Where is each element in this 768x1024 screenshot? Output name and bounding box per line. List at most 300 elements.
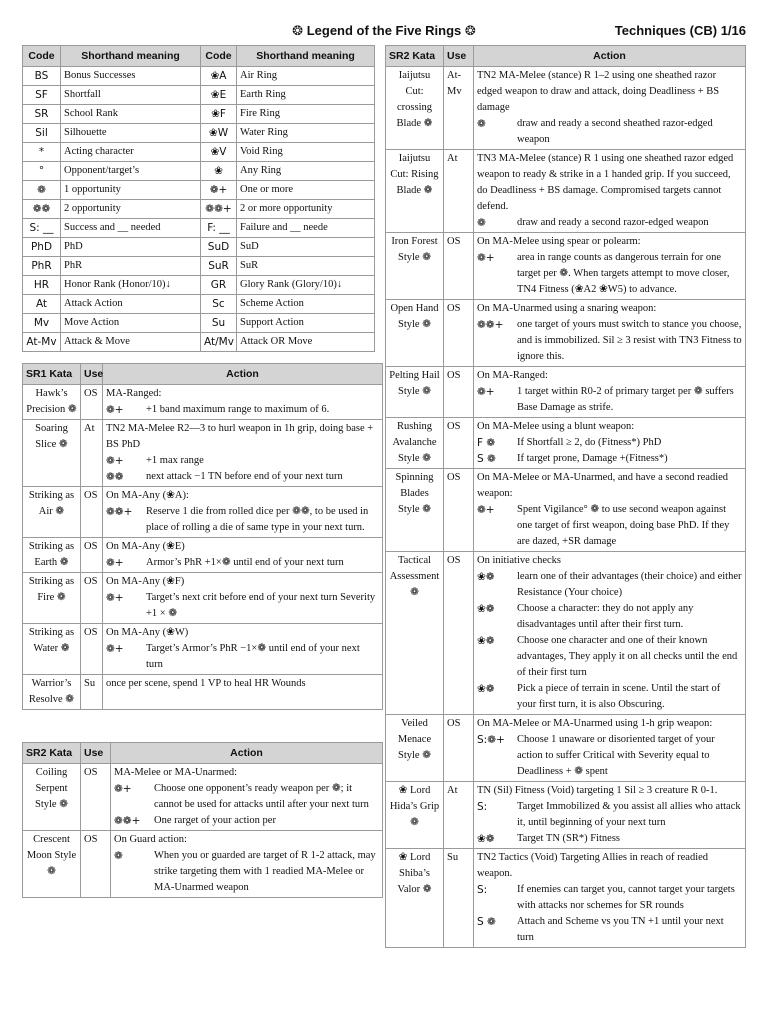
action-key: ❁+: [106, 643, 124, 655]
action-line: [477, 783, 742, 799]
action-line: [106, 641, 379, 673]
kata-row: [386, 300, 746, 367]
action-key: ❁+: [114, 783, 132, 795]
meaning-cell: Opponent/target’s: [61, 162, 201, 181]
kata-row: [386, 782, 746, 849]
action-line: [106, 625, 379, 641]
action-line: [477, 317, 742, 365]
sr2l-header-row: [23, 743, 383, 764]
kata-use: OS: [444, 469, 474, 552]
sr2l-header: Use: [81, 743, 111, 764]
meaning-cell: Void Ring: [237, 143, 375, 162]
action-text: On MA-Any (❀A):: [106, 490, 189, 501]
action-text: 1 target within R0-2 of primary target per ❁ suffers Base Damage as strife.: [517, 386, 734, 413]
code-cell: °: [23, 162, 61, 181]
kata-use: OS: [81, 831, 111, 898]
kata-action: [103, 675, 383, 710]
kata-action: [474, 849, 746, 948]
action-key: ❁+: [106, 557, 124, 569]
action-text: TN2 MA-Melee (stance) R 1–2 using one sheathed razor edged weapon to draw and attack, doing Deadliness + BS damage: [477, 70, 720, 113]
code-cell: Su: [201, 314, 237, 333]
kata-use: OS: [444, 552, 474, 715]
code-cell: F: __: [201, 219, 237, 238]
action-line: [106, 469, 379, 485]
action-text: Reserve 1 die from rolled dice per ❁❁, to be used in place of rolling a die of same type in your next turn.: [146, 506, 369, 533]
kata-name: Tactical Assessment ❁: [386, 552, 444, 715]
meaning-cell: Fire Ring: [237, 105, 375, 124]
action-key: ❁+: [477, 386, 495, 398]
kata-use: OS: [444, 233, 474, 300]
kata-action: [103, 487, 383, 538]
sr2r-header-row: [386, 46, 746, 67]
kata-row: [23, 538, 383, 573]
action-line: [477, 633, 742, 681]
action-text: If enemies can target you, cannot target your targets with attacks nor schemes for SR rounds: [517, 884, 735, 911]
action-line: [106, 421, 379, 453]
code-cell: S: __: [23, 219, 61, 238]
action-key: ❁❁+: [106, 506, 133, 518]
kata-action: [103, 538, 383, 573]
action-text: On MA-Melee using spear or polearm:: [477, 236, 641, 247]
code-cell: ❁+: [201, 181, 237, 200]
action-line: [477, 831, 742, 847]
kata-use: OS: [81, 573, 103, 624]
code-cell: PhD: [23, 238, 61, 257]
codes-table: [22, 45, 375, 352]
action-line: [106, 504, 379, 536]
code-cell: ❀F: [201, 105, 237, 124]
kata-row: [23, 675, 383, 710]
action-line: [477, 502, 742, 550]
sr2r-header: Action: [474, 46, 746, 67]
kata-row: [23, 420, 383, 487]
action-line: [477, 569, 742, 601]
action-text: Choose one character and one of their known advantages, They apply it on all checks until the end of their first turn: [517, 635, 738, 678]
action-line: [106, 402, 379, 418]
meaning-cell: PhR: [61, 257, 201, 276]
kata-action: [474, 715, 746, 782]
code-cell: HR: [23, 276, 61, 295]
sr2l-header: SR2 Kata: [23, 743, 81, 764]
meaning-cell: Failure and __ neede: [237, 219, 375, 238]
meaning-cell: Honor Rank (Honor/10)↓: [61, 276, 201, 295]
sr1-body: [23, 385, 383, 710]
kata-use: OS: [444, 418, 474, 469]
meaning-cell: Success and __ needed: [61, 219, 201, 238]
code-cell: SuR: [201, 257, 237, 276]
action-text: one target of yours must switch to stance you choose, and is immobilized. Sil ≥ 3 resist with TN3 Fitness to ignore this.: [517, 319, 742, 362]
page-title: ❂ Legend of the Five Rings ❂: [292, 23, 476, 39]
action-text: Target’s Armor’s PhR −1×❁ until end of your next turn: [146, 643, 360, 670]
meaning-cell: Attack & Move: [61, 333, 201, 352]
action-text: On initiative checks: [477, 555, 561, 566]
action-text: +1 max range: [146, 455, 204, 466]
action-line: [477, 68, 742, 116]
code-cell: Mv: [23, 314, 61, 333]
kata-row: [23, 573, 383, 624]
kata-name: ❀ Lord Hida’s Grip ❁: [386, 782, 444, 849]
kata-action: [474, 418, 746, 469]
action-key: S:❁+: [477, 734, 505, 746]
sr1-header: SR1 Kata: [23, 364, 81, 385]
code-cell: ❀V: [201, 143, 237, 162]
kata-row: [23, 831, 383, 898]
action-text: Choose a character: they do not apply any disadvantages until after their first turn.: [517, 603, 694, 630]
action-line: [477, 368, 742, 384]
sr2r-body: [386, 67, 746, 948]
action-line: [477, 250, 742, 298]
action-key: ❁+: [477, 504, 495, 516]
action-key: ❁: [477, 118, 486, 130]
action-line: [114, 832, 379, 848]
kata-row: [23, 385, 383, 420]
kata-use: OS: [81, 538, 103, 573]
action-key: S:: [477, 801, 488, 813]
action-text: TN (Sil) Fitness (Void) targeting 1 Sil ≥ 3 creature R 0-1.: [477, 785, 718, 796]
meaning-cell: Scheme Action: [237, 295, 375, 314]
meaning-cell: Bonus Successes: [61, 67, 201, 86]
codes-header-row: [23, 46, 375, 67]
codes-row: [23, 181, 375, 200]
kata-action: [111, 831, 383, 898]
codes-row: [23, 333, 375, 352]
action-line: [106, 539, 379, 555]
code-cell: GR: [201, 276, 237, 295]
kata-name: Warrior’s Resolve ❁: [23, 675, 81, 710]
sr2l-header: Action: [111, 743, 383, 764]
action-text: If Shortfall ≥ 2, do (Fitness*) PhD: [517, 437, 662, 448]
sr2-kata-table-left: [22, 742, 383, 898]
sr1-kata-table: [22, 363, 383, 710]
action-text: On MA-Any (❀W): [106, 627, 189, 638]
code-cell: BS: [23, 67, 61, 86]
codes-row: [23, 295, 375, 314]
action-key: S ❁: [477, 453, 496, 465]
action-text: Choose one opponent’s ready weapon per ❁; it cannot be used for attacks until after your next turn: [154, 783, 369, 810]
kata-action: [474, 469, 746, 552]
action-key: ❀❁: [477, 833, 495, 845]
meaning-cell: Attack Action: [61, 295, 201, 314]
action-text: next attack −1 TN before end of your next turn: [146, 471, 343, 482]
action-line: [106, 574, 379, 590]
kata-name: Hawk’s Precision ❁: [23, 385, 81, 420]
action-line: [106, 555, 379, 571]
code-cell: ❀: [201, 162, 237, 181]
action-line: [114, 813, 379, 829]
action-text: Target Immobilized & you assist all allies who attack it, until beginning of your next turn: [517, 801, 741, 828]
action-text: Spent Vigilance° ❁ to use second weapon against one target of first weapon, doing base PhD. If they are dazed, +SR damage: [517, 504, 730, 547]
action-key: F ❁: [477, 437, 496, 449]
action-text: Target TN (SR*) Fitness: [517, 833, 621, 844]
code-cell: PhR: [23, 257, 61, 276]
meaning-cell: SuD: [237, 238, 375, 257]
action-text: Target’s next crit before end of your next turn Severity +1 × ❁: [146, 592, 376, 619]
title-ornament-right-icon: ❂: [464, 24, 476, 39]
kata-name: Iaijutsu Cut: crossing Blade ❁: [386, 67, 444, 150]
action-line: [114, 781, 379, 813]
kata-action: [474, 367, 746, 418]
action-text: On MA-Unarmed using a snaring weapon:: [477, 303, 657, 314]
meaning-cell: 1 opportunity: [61, 181, 201, 200]
code-cell: Sc: [201, 295, 237, 314]
kata-action: [111, 764, 383, 831]
page-number: Techniques (CB) 1/16: [614, 23, 746, 38]
code-cell: At/Mv: [201, 333, 237, 352]
kata-name: Iron Forest Style ❁: [386, 233, 444, 300]
kata-row: [386, 849, 746, 948]
kata-use: OS: [444, 715, 474, 782]
action-key: ❁+: [106, 455, 124, 467]
kata-name: Crescent Moon Style ❁: [23, 831, 81, 898]
code-cell: At-Mv: [23, 333, 61, 352]
action-line: [477, 470, 742, 502]
action-text: On MA-Ranged:: [477, 370, 548, 381]
action-line: [477, 601, 742, 633]
codes-header: Code: [23, 46, 61, 67]
codes-header: Shorthand meaning: [61, 46, 201, 67]
kata-action: [474, 233, 746, 300]
meaning-cell: Support Action: [237, 314, 375, 333]
meaning-cell: School Rank: [61, 105, 201, 124]
action-line: [477, 799, 742, 831]
meaning-cell: 2 opportunity: [61, 200, 201, 219]
sr2l-body: [23, 764, 383, 898]
code-cell: Sil: [23, 124, 61, 143]
kata-row: [386, 552, 746, 715]
kata-use: OS: [81, 764, 111, 831]
action-key: ❀❁: [477, 683, 495, 695]
meaning-cell: Attack OR Move: [237, 333, 375, 352]
code-cell: ❀W: [201, 124, 237, 143]
action-line: [477, 301, 742, 317]
kata-use: OS: [81, 624, 103, 675]
kata-action: [103, 573, 383, 624]
codes-row: [23, 143, 375, 162]
action-line: [106, 453, 379, 469]
meaning-cell: Shortfall: [61, 86, 201, 105]
action-key: ❁: [477, 217, 486, 229]
kata-row: [386, 715, 746, 782]
action-key: ❁+: [106, 592, 124, 604]
action-line: [114, 765, 379, 781]
action-text: TN2 MA-Melee R2—3 to hurl weapon in 1h grip, doing base + BS PhD: [106, 423, 374, 450]
action-text: On MA-Any (❀F): [106, 576, 185, 587]
action-key: ❁❁+: [114, 815, 141, 827]
sr2r-header: Use: [444, 46, 474, 67]
kata-use: Su: [444, 849, 474, 948]
kata-row: [386, 418, 746, 469]
kata-use: At: [444, 782, 474, 849]
action-text: Armor’s PhR +1×❁ until end of your next turn: [146, 557, 344, 568]
action-line: [106, 386, 379, 402]
action-line: [477, 384, 742, 416]
action-text: TN2 Tactics (Void) Targeting Allies in reach of readied weapon.: [477, 852, 709, 879]
kata-name: Rushing Avalanche Style ❁: [386, 418, 444, 469]
kata-use: Su: [81, 675, 103, 710]
action-text: On MA-Melee or MA-Unarmed, and have a second readied weapon:: [477, 472, 729, 499]
action-line: [477, 435, 742, 451]
codes-header: Code: [201, 46, 237, 67]
action-line: [477, 914, 742, 946]
kata-name: Striking as Water ❁: [23, 624, 81, 675]
action-text: +1 band maximum range to maximum of 6.: [146, 404, 330, 415]
action-line: [477, 716, 742, 732]
code-cell: ❀A: [201, 67, 237, 86]
page-header: [0, 22, 768, 40]
codes-row: [23, 67, 375, 86]
kata-name: ❀ Lord Shiba’s Valor ❁: [386, 849, 444, 948]
kata-use: OS: [81, 385, 103, 420]
code-cell: At: [23, 295, 61, 314]
action-text: When you or guarded are target of R 1-2 attack, may strike targeting them with 1 readied MA-Melee or MA-Unarmed weapon: [154, 850, 376, 893]
sr1-header-row: [23, 364, 383, 385]
action-text: Attach and Scheme vs you TN +1 until your next turn: [517, 916, 724, 943]
action-text: On MA-Melee or MA-Unarmed using 1-h grip weapon:: [477, 718, 713, 729]
kata-row: [386, 367, 746, 418]
action-key: ❁: [114, 850, 123, 862]
meaning-cell: Silhouette: [61, 124, 201, 143]
action-text: On MA-Melee using a blunt weapon:: [477, 421, 635, 432]
kata-name: Coiling Serpent Style ❁: [23, 764, 81, 831]
meaning-cell: 2 or more opportunity: [237, 200, 375, 219]
kata-row: [23, 487, 383, 538]
action-line: [477, 419, 742, 435]
action-text: learn one of their advantages (their choice) and either Resistance (Your choice): [517, 571, 742, 598]
kata-row: [386, 67, 746, 150]
action-line: [106, 488, 379, 504]
action-line: [477, 732, 742, 780]
codes-row: [23, 238, 375, 257]
action-text: area in range counts as dangerous terrain for one target per ❁. When targets attempt to move closer, TN4 Fitness (❀A2 ❀W5) to advance.: [517, 252, 730, 295]
action-line: [477, 116, 742, 148]
code-cell: ❁❁: [23, 200, 61, 219]
sr1-header: Use: [81, 364, 103, 385]
action-text: Choose 1 unaware or disoriented target of your action to suffer Critical with Severity equal to Deadliness + ❁ spent: [517, 734, 715, 777]
codes-header: Shorthand meaning: [237, 46, 375, 67]
code-cell: SF: [23, 86, 61, 105]
action-line: [114, 848, 379, 896]
codes-row: [23, 105, 375, 124]
action-line: [477, 151, 742, 215]
action-key: ❁❁+: [477, 319, 504, 331]
action-line: [477, 681, 742, 713]
meaning-cell: Water Ring: [237, 124, 375, 143]
meaning-cell: Acting character: [61, 143, 201, 162]
codes-row: [23, 124, 375, 143]
kata-action: [103, 385, 383, 420]
kata-action: [474, 300, 746, 367]
kata-action: [474, 67, 746, 150]
title-ornament-left-icon: ❂: [292, 24, 304, 39]
action-key: ❀❁: [477, 603, 495, 615]
sr2-kata-table-right: [385, 45, 746, 948]
action-line: [106, 590, 379, 622]
codes-row: [23, 86, 375, 105]
meaning-cell: One or more: [237, 181, 375, 200]
code-cell: ❁: [23, 181, 61, 200]
codes-row: [23, 219, 375, 238]
action-line: [106, 676, 379, 692]
action-key: ❀❁: [477, 571, 495, 583]
kata-name: Pelting Hail Style ❁: [386, 367, 444, 418]
meaning-cell: PhD: [61, 238, 201, 257]
action-line: [477, 234, 742, 250]
action-text: If target prone, Damage +(Fitness*): [517, 453, 668, 464]
kata-use: At-Mv: [444, 67, 474, 150]
meaning-cell: SuR: [237, 257, 375, 276]
kata-use: At: [81, 420, 103, 487]
kata-row: [386, 233, 746, 300]
meaning-cell: Move Action: [61, 314, 201, 333]
code-cell: SuD: [201, 238, 237, 257]
kata-action: [474, 782, 746, 849]
action-text: draw and ready a second sheathed razor-edged weapon: [517, 118, 713, 145]
kata-row: [386, 150, 746, 233]
codes-body: [23, 67, 375, 352]
kata-action: [474, 150, 746, 233]
kata-use: OS: [444, 367, 474, 418]
action-text: On Guard action:: [114, 834, 187, 845]
meaning-cell: Air Ring: [237, 67, 375, 86]
action-text: MA-Melee or MA-Unarmed:: [114, 767, 238, 778]
kata-action: [103, 624, 383, 675]
code-cell: ❀E: [201, 86, 237, 105]
action-line: [477, 451, 742, 467]
code-cell: *: [23, 143, 61, 162]
kata-use: At: [444, 150, 474, 233]
kata-name: Soaring Slice ❁: [23, 420, 81, 487]
action-text: Pick a piece of terrain in scene. Until the start of your first turn, it is also Obscuring.: [517, 683, 721, 710]
kata-name: Striking as Air ❁: [23, 487, 81, 538]
action-line: [477, 850, 742, 882]
kata-name: Veiled Menace Style ❁: [386, 715, 444, 782]
meaning-cell: Any Ring: [237, 162, 375, 181]
action-text: TN3 MA-Melee (stance) R 1 using one sheathed razor edged weapon to ready & strike in a 1 handed grip. If you succeed, do Deadliness + BS damage. Compromised targets cannot defend.: [477, 153, 734, 212]
kata-use: OS: [81, 487, 103, 538]
action-key: S:: [477, 884, 488, 896]
action-key: ❁+: [106, 404, 124, 416]
action-text: once per scene, spend 1 VP to heal HR Wounds: [106, 678, 306, 689]
action-text: draw and ready a second razor-edged weapon: [517, 217, 709, 228]
action-key: S ❁: [477, 916, 496, 928]
kata-action: [103, 420, 383, 487]
kata-use: OS: [444, 300, 474, 367]
kata-row: [23, 624, 383, 675]
codes-row: [23, 276, 375, 295]
kata-name: Open Hand Style ❁: [386, 300, 444, 367]
action-text: On MA-Any (❀E): [106, 541, 185, 552]
kata-row: [23, 764, 383, 831]
kata-name: Striking as Earth ❁: [23, 538, 81, 573]
action-key: ❁❁: [106, 471, 124, 483]
action-text: MA-Ranged:: [106, 388, 162, 399]
code-cell: ❁❁+: [201, 200, 237, 219]
action-text: One rarget of your action per: [154, 815, 276, 826]
kata-action: [474, 552, 746, 715]
codes-row: [23, 257, 375, 276]
kata-name: Iaijutsu Cut: Rising Blade ❁: [386, 150, 444, 233]
codes-row: [23, 200, 375, 219]
codes-row: [23, 162, 375, 181]
sr2r-header: SR2 Kata: [386, 46, 444, 67]
sr1-header: Action: [103, 364, 383, 385]
codes-row: [23, 314, 375, 333]
action-key: ❀❁: [477, 635, 495, 647]
kata-name: Spinning Blades Style ❁: [386, 469, 444, 552]
action-line: [477, 215, 742, 231]
kata-name: Striking as Fire ❁: [23, 573, 81, 624]
action-key: ❁+: [477, 252, 495, 264]
